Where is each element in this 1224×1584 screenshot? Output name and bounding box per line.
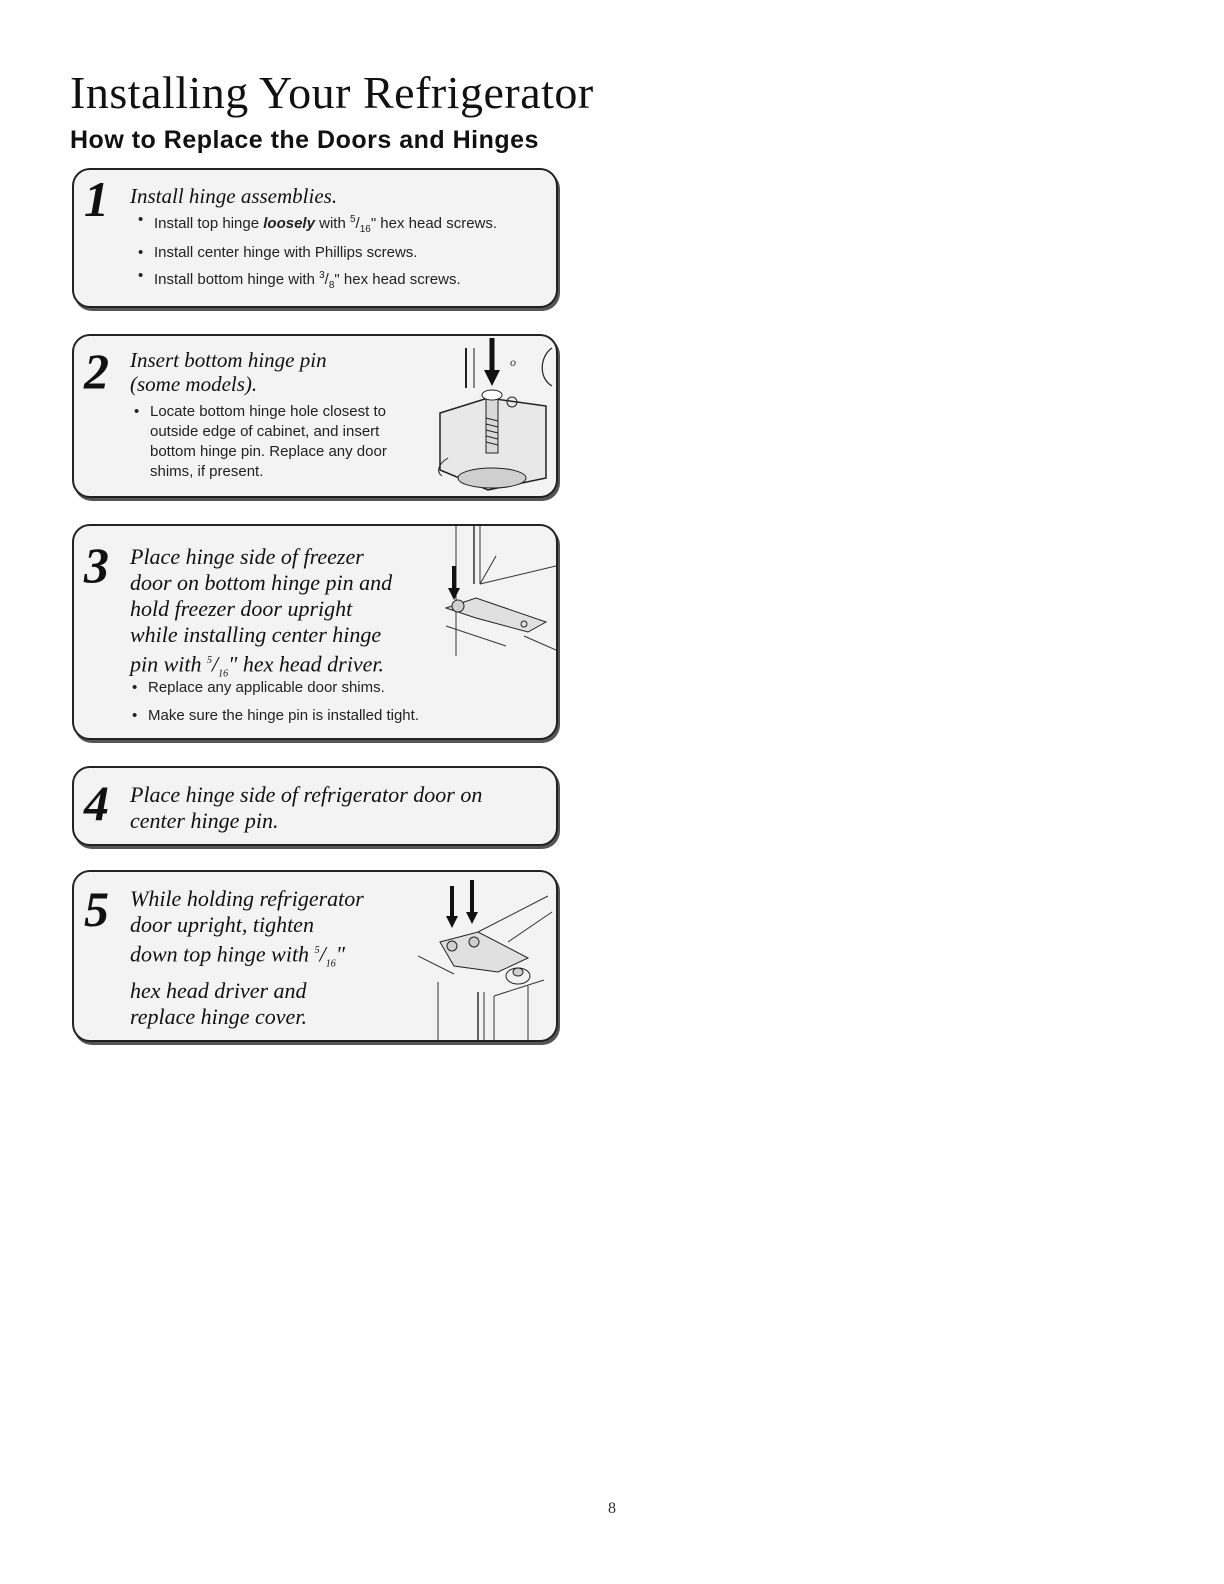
step-heading: Place hinge side of refrigerator door on center hinge pin.: [130, 782, 483, 833]
step-heading: Insert bottom hinge pin (some models).: [130, 348, 327, 396]
step-4-panel: [72, 766, 558, 846]
section-title: How to Replace the Doors and Hinges: [70, 126, 539, 154]
list-item: • Install top hinge loosely with $^5/_{16}$" hex head screws.: [136, 210, 526, 240]
list-item: • Replace any applicable door shims.: [130, 678, 530, 698]
step-heading: While holding refrigerator door upright, tighten down top hinge with $^5/_{16}$" hex head driver and replace hinge cover.: [130, 886, 364, 1029]
svg-text:o: o: [510, 355, 516, 369]
step-number: 2: [84, 343, 109, 399]
top-hinge-illustration: [418, 872, 556, 1040]
step-1-panel: [72, 168, 558, 308]
step-number: 4: [84, 775, 109, 831]
step-1-bullets: [136, 210, 526, 299]
step-heading: Place hinge side of freezer door on bottom hinge pin and hold freezer door upright while installing center hinge pin with $^5/_{16}$" hex head driver.: [130, 544, 393, 680]
list-item: • Install center hinge with Phillips screws.: [136, 243, 526, 263]
center-hinge-illustration: [436, 526, 556, 666]
list-item: • Locate bottom hinge hole closest to outside edge of cabinet, and insert bottom hinge pin. Replace any door shims, if present.: [132, 402, 422, 482]
step-2-panel: [72, 334, 558, 498]
bottom-hinge-illustration: [428, 338, 556, 496]
step-2-bullets: [132, 402, 422, 485]
page-title: Installing Your Refrigerator: [70, 67, 594, 118]
step-number: 3: [84, 537, 109, 593]
step-number: 1: [84, 171, 109, 227]
list-item: • Install bottom hinge with $^3/_8$" hex head screws.: [136, 266, 526, 296]
page-number: 8: [608, 1500, 616, 1517]
step-3-bullets: [130, 678, 530, 729]
list-item: • Make sure the hinge pin is installed tight.: [130, 706, 530, 726]
step-3-panel: [72, 524, 558, 740]
step-heading: Install hinge assemblies.: [130, 184, 338, 208]
step-5-panel: [72, 870, 558, 1042]
step-number: 5: [84, 881, 109, 937]
